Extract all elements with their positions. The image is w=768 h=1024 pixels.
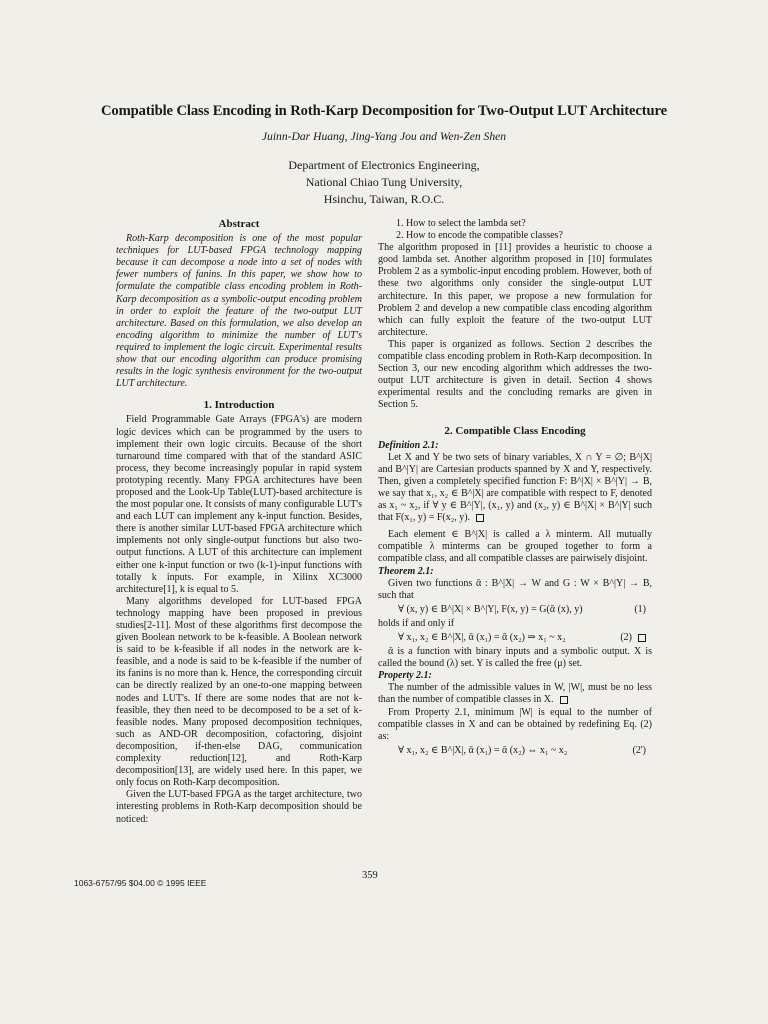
abstract-text: Roth-Karp decomposition is one of the most popular techniques for LUT-based FPGA technology mapping because it can decompose a node into a set of nodes with fewer numbers of fanins. In this paper, we show how to formulate the compatible class encoding problem in Roth-Karp decomposition as a symbolic-output encoding problem in order to exploit the feature of the two-output LUT architecture. Based on this formulation, we also develop an encoding algorithm to minimize the number of LUT's required to implement the logic circuit. Experimental results show that our encoding algorithm can produce promising results in the logic synthesis environment for the two-output LUT architecture. [116, 233, 362, 390]
qed-square-icon [638, 634, 646, 642]
equation-body: ∀ x₁, x₂ ∈ B^|X|, ᾱ (x₁) = ᾱ (x₂) ⇒ x₁ ~ x₂ [398, 632, 566, 643]
body-paragraph: From Property 2.1, minimum |W| is equal to the number of compatible classes in X and can be obtained by redefining Eq. (2) as: [378, 706, 652, 742]
intro-paragraph: Field Programmable Gate Arrays (FPGA's) are modern logic devices which can be programmed by the users to implement their own logic circuits. Because of the short turnaround time compared with that of the standard ASIC process, they become increasingly popular in rapid system prototyping recently. Many FPGA architectures have been proposed and the Look-Up Table(LUT)-based architecture is the most popular one. It consists of many configurable LUT's and each LUT can implement any k-input function. Besides, there is another similar LUT-based FPGA architecture which implements not only single-output functions but also two-output functions. A LUT of this architecture can implement either one k-input function or two (k-1)-input functions with totally k inputs. For example, in Xilinx XC3000 architecture[1], k is equal to 5. [116, 414, 362, 595]
equation-number: (2') [632, 744, 646, 756]
equation-body: ∀ (x, y) ∈ B^|X| × B^|Y|, F(x, y) = G(ᾱ (x), y) [398, 603, 583, 615]
equation-1 [378, 604, 652, 616]
property-heading: Property 2.1: [378, 670, 432, 682]
body-paragraph: Each element ∈ B^|X| is called a λ minterm. All mutually compatible λ minterms can be grouped together to form a compatible class, and all compatible classes are pairwisely disjoint. [378, 529, 652, 565]
qed-square-icon [560, 696, 568, 704]
property-text [378, 682, 652, 706]
affiliation-line: National Chiao Tung University, [305, 175, 463, 189]
problem-item: 2. How to encode the compatible classes? [396, 230, 563, 242]
definition-body: Let X and Y be two sets of binary variables, X ∩ Y = ∅; B^|X| and B^|Y| are Cartesian products spanned by X and Y, respectively. Then, given a completely specified function F: B^|X| × B^|Y| → B, we say that x₁, x₂ ∈ B^|X| are compatible with respect to F, denoted as x₁ ~ x₂, if ∀ y ∈ B^|Y|, (x₁, y) and (x₂, y) ∈ B^|X| × B^|Y| such that F(x₁, y) = F(x₂, y). [378, 451, 652, 524]
copyright-line: 1063-6757/95 $04.00 © 1995 IEEE [74, 878, 207, 888]
definition-heading: Definition 2.1: [378, 439, 439, 451]
affiliation-line: Hsinchu, Taiwan, R.O.C. [323, 192, 445, 206]
abstract-heading: Abstract [218, 218, 260, 230]
page-number: 359 [362, 870, 378, 881]
section2-heading: 2. Compatible Class Encoding [444, 424, 586, 437]
body-paragraph: The algorithm proposed in [11] provides a heuristic to choose a good lambda set. Another algorithm proposed in [10] formulates Problem 2 as a symbolic-input encoding problem. However, both of these two algorithms only consider the single-output LUT architecture. In this paper, we propose a new formulation for Problem 2 and develop a new compatible class encoding algorithm which can fully exploit the feature of the two-output LUT architecture. [378, 242, 652, 338]
left-column [116, 218, 362, 826]
equation-number-text: (2) [620, 632, 632, 643]
affiliation-line: Department of Electronics Engineering, [288, 158, 480, 172]
intro-paragraph: Many algorithms developed for LUT-based FPGA technology mapping have been proposed in previous studies[2-11]. Most of these algorithms first decompose the given Boolean network to be k-feasible. A Boolean network is said to be k-feasible if all nodes in the network are k-feasible, and a node is said to be k-feasible if the number of its fanins is no more than k. Hence, the corresponding circuit can be directly realized by an one-to-one mapping between nodes and LUT's. If there are some nodes that are not k-feasible, they then need to be decomposed to be a set of k-feasible nodes. Many proposed decomposition techniques, such as AND-OR decomposition, cofactoring, disjoint decomposition, if-then-else DAG, communication complexity reduction[12], and Roth-Karp decomposition[13], are widely used here. In this paper, we only focus on Roth-Karp decomposition. [116, 595, 362, 789]
theorem-heading: Theorem 2.1: [378, 565, 434, 577]
body-text: holds if and only if [378, 617, 455, 629]
paper-title: Compatible Class Encoding in Roth-Karp Decomposition for Two-Output LUT Architecture [100, 103, 668, 119]
intro-heading: 1. Introduction [203, 399, 275, 412]
equation-number: (1) [634, 603, 646, 615]
equation-2-prime [378, 745, 652, 757]
theorem-text: Given two functions ᾱ : B^|X| → W and G : W × B^|Y| → B, such that [378, 577, 652, 601]
affiliation [160, 157, 608, 208]
qed-square-icon [476, 514, 484, 522]
paper-authors: Juinn-Dar Huang, Jing-Yang Jou and Wen-Zen Shen [261, 130, 507, 143]
body-paragraph: This paper is organized as follows. Section 2 describes the compatible class encoding problem in Roth-Karp decomposition. In Section 3, our new encoding algorithm which addresses the two-output LUT architecture is given in detail. Section 4 shows experimental results and the concluding remarks are given in Section 5. [378, 338, 652, 411]
equation-number [620, 632, 652, 644]
definition-text [378, 452, 652, 525]
right-column [378, 218, 652, 759]
body-paragraph: ᾱ is a function with binary inputs and a symbolic output. X is called the bound (λ) set. Y is called the free (μ) set. [378, 646, 652, 670]
equation-body: ∀ x₁, x₂ ∈ B^|X|, ᾱ (x₁) = ᾱ (x₂) ⇔ x₁ ~ x₂ [398, 744, 568, 756]
problem-item: 1. How to select the lambda set? [396, 218, 526, 229]
equation-2 [378, 632, 652, 644]
intro-paragraph: Given the LUT-based FPGA as the target architecture, two interesting problems in Roth-Karp decomposition should be noticed: [116, 789, 362, 825]
property-body: The number of the admissible values in W, |W|, must be no less than the number of compatible classes in X. [378, 682, 652, 706]
